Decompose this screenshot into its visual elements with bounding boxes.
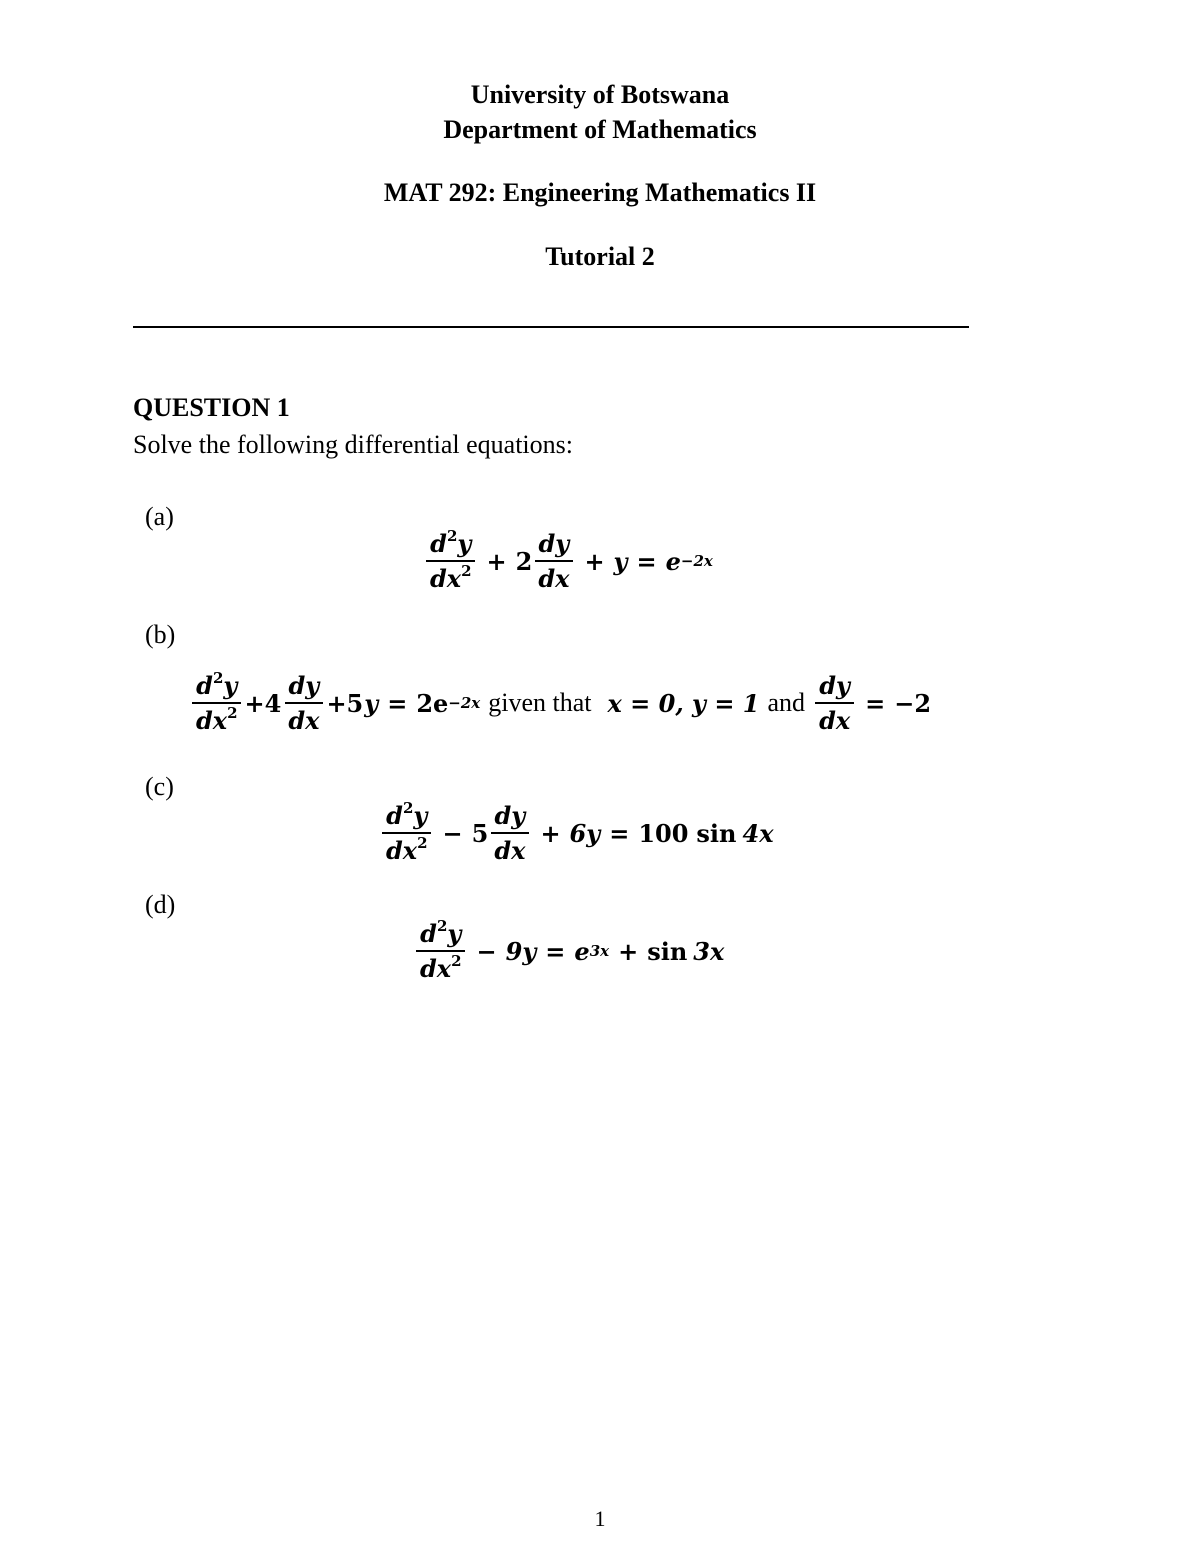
second-derivative-fraction: $\frac{d^2y}{dx^2}$: [382, 802, 432, 864]
header-divider: [133, 326, 969, 328]
department-name: Department of Mathematics: [443, 115, 757, 144]
course-title: MAT 292: Engineering Mathematics II: [383, 178, 817, 207]
second-derivative-fraction: $\frac{d^2y}{dx^2}$: [426, 530, 476, 592]
question-title: QUESTION 1: [133, 393, 290, 422]
equation-d: $\frac{d^2y}{dx^2}$ − 9y = e 3x + sin 3x: [414, 920, 724, 982]
question-instruction: Solve the following differential equations:: [133, 430, 573, 459]
tutorial-title: Tutorial 2: [545, 242, 655, 271]
first-derivative-fraction: $\frac{dy}{dx}$: [534, 530, 573, 592]
part-c-label: (c): [145, 772, 174, 801]
equation-a: $\frac{d^2y}{dx^2}$ + 2 $\frac{dy}{dx}$ + y = e −2x: [424, 530, 713, 592]
university-name: University of Botswana: [470, 80, 730, 109]
page-number: 1: [594, 1506, 606, 1531]
equation-b: $\frac{d^2y}{dx^2}$ +4 $\frac{dy}{dx}$ +5 y = 2e −2x given that x = 0, y = 1 and $\frac{dy}{dx}$ = −2: [190, 672, 931, 734]
part-b-label: (b): [145, 620, 176, 649]
second-derivative-fraction: $\frac{d^2y}{dx^2}$: [416, 920, 466, 982]
equation-c: $\frac{d^2y}{dx^2}$ − 5 $\frac{dy}{dx}$ + 6y = 100 sin 4x: [380, 802, 774, 864]
initial-derivative-fraction: $\frac{dy}{dx}$: [815, 672, 854, 734]
first-derivative-fraction: $\frac{dy}{dx}$: [284, 672, 323, 734]
first-derivative-fraction: $\frac{dy}{dx}$: [490, 802, 529, 864]
part-a-label: (a): [145, 502, 174, 531]
second-derivative-fraction: $\frac{d^2y}{dx^2}$: [192, 672, 242, 734]
part-d-label: (d): [145, 890, 176, 919]
